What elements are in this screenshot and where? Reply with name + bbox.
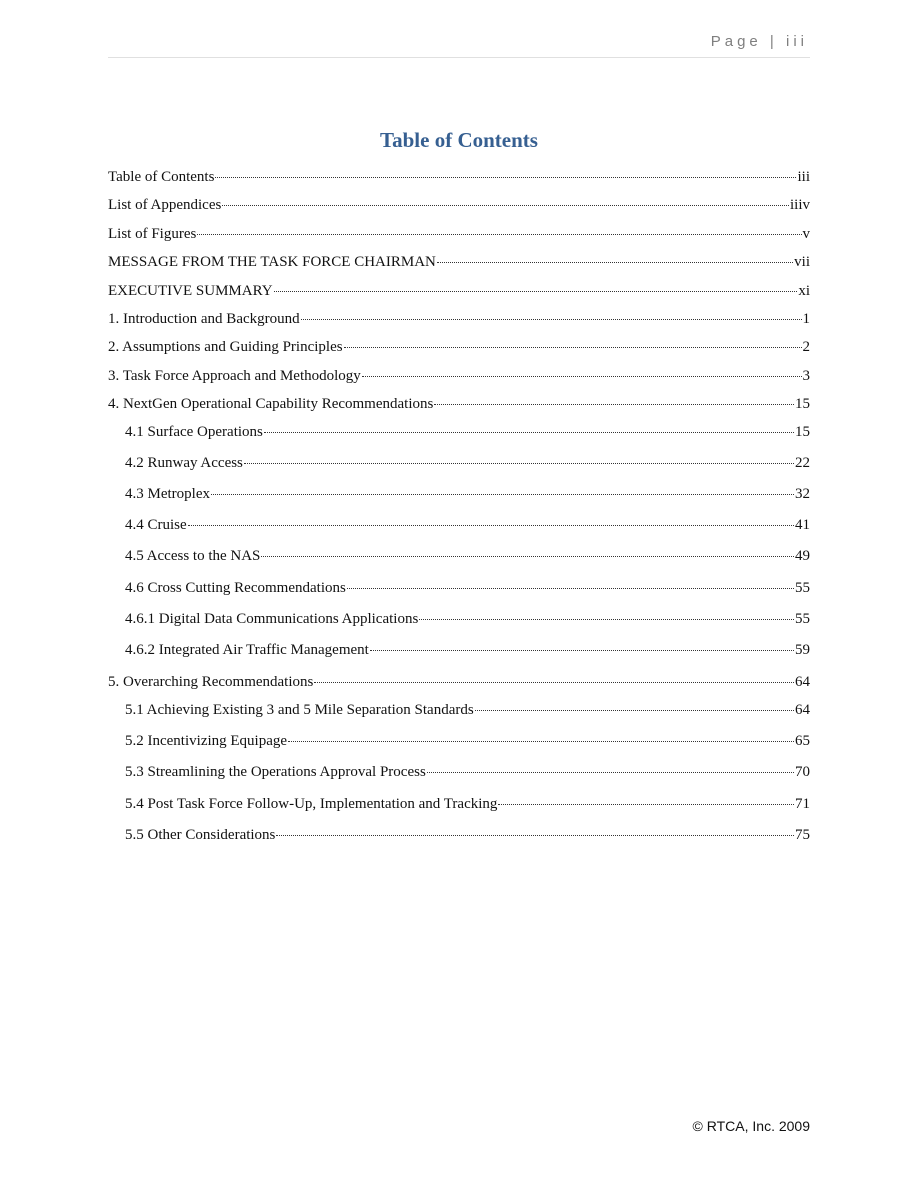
- dot-leader: [197, 234, 801, 235]
- toc-entry[interactable]: [108, 195, 810, 215]
- toc-entry[interactable]: [125, 731, 810, 751]
- toc-entry[interactable]: [125, 640, 810, 660]
- toc-entry[interactable]: [125, 546, 810, 566]
- toc-entry-label: List of Figures: [108, 226, 197, 242]
- toc-entry-page: v: [802, 226, 810, 242]
- toc-entry-label: 2. Assumptions and Guiding Principles: [108, 339, 343, 355]
- toc-entry-page: 49: [795, 548, 810, 564]
- toc-entry-label: 5.3 Streamlining the Operations Approval Process: [125, 764, 426, 780]
- toc-entry-label: 4.6.1 Digital Data Communications Applications: [125, 611, 419, 627]
- toc-entry[interactable]: [108, 281, 810, 301]
- toc-entry-page: iii: [797, 169, 810, 185]
- toc-entry-label: EXECUTIVE SUMMARY: [108, 283, 273, 299]
- dot-leader: [261, 556, 794, 557]
- dot-leader: [314, 682, 794, 683]
- toc-entry-page: 22: [795, 455, 810, 471]
- dot-leader: [437, 262, 793, 263]
- toc-entry-page: 71: [795, 796, 810, 812]
- toc-entry[interactable]: [125, 515, 810, 535]
- toc-entry-page: 15: [795, 424, 810, 440]
- toc-entry[interactable]: [125, 422, 810, 442]
- dot-leader: [215, 177, 796, 178]
- toc-entry-page: 75: [795, 827, 810, 843]
- toc-entry-label: Table of Contents: [108, 169, 215, 185]
- toc-entry-label: 4.5 Access to the NAS: [125, 548, 261, 564]
- dot-leader: [211, 494, 794, 495]
- toc-entry-page: 32: [795, 486, 810, 502]
- toc-entry-page: 65: [795, 733, 810, 749]
- toc-entry-label: 5.4 Post Task Force Follow-Up, Implementation and Tracking: [125, 796, 498, 812]
- toc-entry[interactable]: [125, 484, 810, 504]
- toc-title: Table of Contents: [380, 128, 538, 152]
- toc-entry[interactable]: [108, 337, 810, 357]
- dot-leader: [288, 741, 794, 742]
- toc-entry-label: 4.6 Cross Cutting Recommendations: [125, 580, 346, 596]
- dot-leader: [370, 650, 794, 651]
- toc-entry[interactable]: [108, 252, 810, 272]
- toc-entry[interactable]: [125, 700, 810, 720]
- toc-entry-label: MESSAGE FROM THE TASK FORCE CHAIRMAN: [108, 254, 436, 270]
- toc-entry[interactable]: [125, 609, 810, 629]
- toc-entry-page: 41: [795, 517, 810, 533]
- dot-leader: [222, 205, 789, 206]
- dot-leader: [498, 804, 794, 805]
- toc-entry-page: 64: [795, 702, 810, 718]
- dot-leader: [475, 710, 794, 711]
- toc-entry[interactable]: [108, 309, 810, 329]
- toc-entry-page: 15: [795, 396, 810, 412]
- dot-leader: [344, 347, 802, 348]
- dot-leader: [362, 376, 802, 377]
- dot-leader: [427, 772, 794, 773]
- toc-entry-label: 4.4 Cruise: [125, 517, 187, 533]
- toc-entry[interactable]: [108, 366, 810, 386]
- dot-leader: [264, 432, 794, 433]
- toc-entry-page: vii: [794, 254, 810, 270]
- dot-leader: [419, 619, 794, 620]
- dot-leader: [188, 525, 794, 526]
- toc-entry[interactable]: [125, 794, 810, 814]
- toc-entry-label: 5.5 Other Considerations: [125, 827, 276, 843]
- toc-entry-label: 5.1 Achieving Existing 3 and 5 Mile Separation Standards: [125, 702, 474, 718]
- toc-entry-page: 59: [795, 642, 810, 658]
- dot-leader: [276, 835, 794, 836]
- toc-entry-label: 4.3 Metroplex: [125, 486, 210, 502]
- toc-entry-label: 4.1 Surface Operations: [125, 424, 263, 440]
- dot-leader: [244, 463, 794, 464]
- toc-entry-label: 5. Overarching Recommendations: [108, 674, 314, 690]
- toc-entry[interactable]: [108, 167, 810, 187]
- toc-entry-page: 2: [802, 339, 810, 355]
- toc-entry-label: 3. Task Force Approach and Methodology: [108, 368, 361, 384]
- toc-entry-label: 1. Introduction and Background: [108, 311, 300, 327]
- dot-leader: [347, 588, 794, 589]
- page-header: [108, 33, 810, 58]
- toc-entry[interactable]: [108, 224, 810, 244]
- toc-entry[interactable]: [125, 762, 810, 782]
- dot-leader: [274, 291, 798, 292]
- toc-entry-page: 55: [795, 580, 810, 596]
- toc-entry-page: 55: [795, 611, 810, 627]
- toc-entry[interactable]: [108, 672, 810, 692]
- toc-entry-page: iiiv: [789, 197, 810, 213]
- dot-leader: [434, 404, 794, 405]
- toc-entry-page: xi: [798, 283, 810, 299]
- dot-leader: [301, 319, 802, 320]
- toc-entry-label: 4.2 Runway Access: [125, 455, 243, 471]
- toc-entry-page: 1: [802, 311, 810, 327]
- toc-entry[interactable]: [125, 453, 810, 473]
- toc-entry-page: 70: [795, 764, 810, 780]
- toc-entry-page: 64: [795, 674, 810, 690]
- toc-entry[interactable]: [125, 578, 810, 598]
- page-number-label: Page | iii: [710, 33, 808, 50]
- toc-entry[interactable]: [125, 825, 810, 845]
- toc-entry-page: 3: [802, 368, 810, 384]
- toc-entry[interactable]: [108, 394, 810, 414]
- copyright-footer: © RTCA, Inc. 2009: [692, 1118, 810, 1134]
- toc-entry-label: 4. NextGen Operational Capability Recommendations: [108, 396, 434, 412]
- toc-entry-label: 5.2 Incentivizing Equipage: [125, 733, 288, 749]
- toc-entry-label: List of Appendices: [108, 197, 222, 213]
- toc-entry-label: 4.6.2 Integrated Air Traffic Management: [125, 642, 369, 658]
